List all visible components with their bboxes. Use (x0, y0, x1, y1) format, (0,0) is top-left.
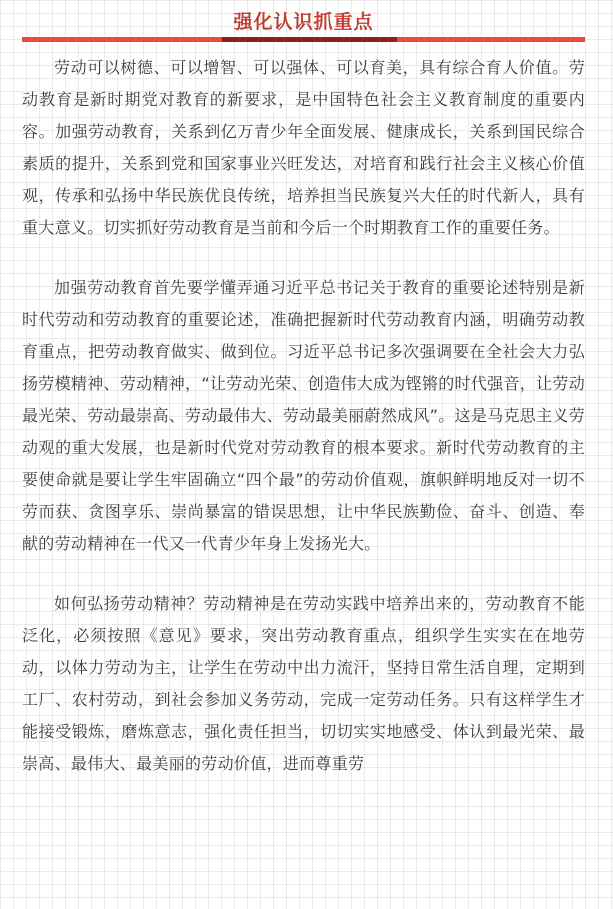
heading-underline-accent (222, 37, 397, 42)
section-heading (22, 0, 585, 46)
paragraph-1: 劳动可以树德、可以增智、可以强体、可以育美，具有综合育人价值。劳动教育是新时期党对教育的新要求，是中国特色社会主义教育制度的重要内容。加强劳动教育，关系到亿万青少年全面发展、健康成长，关系到国民综合素质的提升，关系到党和国家事业兴旺发达，对培育和践行社会主义核心价值观，传承和弘扬中华民族优良传统，培养担当民族复兴大任的时代新人，具有重大意义。切实抓好劳动教育是当前和今后一个时期教育工作的重要任务。 (22, 58, 585, 237)
paragraph-3: 如何弘扬劳动精神？劳动精神是在劳动实践中培养出来的，劳动教育不能泛化，必须按照《意见》要求，突出劳动教育重点，组织学生实实在在地劳动，以体力劳动为主，让学生在劳动中出力流汗，坚持日常生活自理，定期到工厂、农村劳动，到社会参加义务劳动，完成一定劳动任务。只有这样学生才能接受锻炼，磨炼意志，强化责任担当，切切实实地感受、体认到最光荣、最崇高、最伟大、最美丽的劳动价值，进而尊重劳 (22, 594, 585, 773)
paragraph-2: 加强劳动教育首先要学懂弄通习近平总书记关于教育的重要论述特别是新时代劳动和劳动教育的重要论述，准确把握新时代劳动教育内涵，明确劳动教育重点，把劳动教育做实、做到位。习近平总书记多次强调要在全社会大力弘扬劳模精神、劳动精神，“让劳动光荣、创造伟大成为铿锵的时代强音，让劳动最光荣、劳动最崇高、劳动最伟大、劳动最美丽蔚然成风”。这是马克思主义劳动观的重大发展，也是新时代党对劳动教育的根本要求。新时代劳动教育的主要使命就是要让学生牢固确立“四个最”的劳动价值观，旗帜鲜明地反对一切不劳而获、贪图享乐、崇尚暴富的错误思想，让中华民族勤俭、奋斗、创造、奉献的劳动精神在一代又一代青少年身上发扬光大。 (22, 278, 585, 553)
section-title: 强化认识抓重点 (233, 11, 374, 33)
article-body (22, 52, 585, 780)
